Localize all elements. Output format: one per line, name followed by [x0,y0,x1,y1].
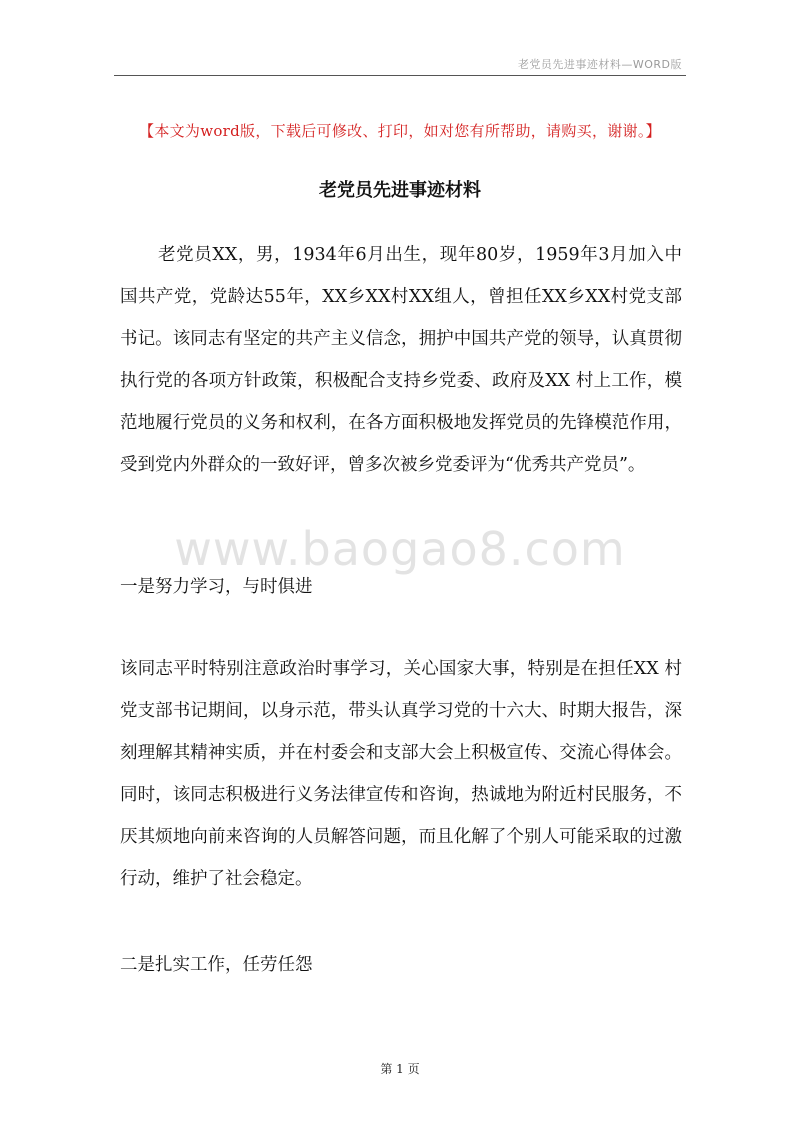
document-title: 老党员先进事迹材料 [319,180,481,201]
intro-paragraph: 老党员XX，男，1934年6月出生，现年80岁，1959年3月加入中国共产党，党龄达55年，XX乡XX村XX组人，曾担任XX乡XX村党支部书记。该同志有坚定的共产主义信念，拥护中国共产党的领导，认真贯彻执行党的各项方针政策，积极配合支持乡党委、政府及XX 村上工作，模范地履行党员的义务和权利，在各方面积极地发挥党员的先锋模范作用，受到党内外群众的一致好评，曾多次被乡党委评为“优秀共产党员”。 [120,245,682,475]
header-divider [114,75,686,76]
section-heading-study: 一是努力学习，与时俱进 [120,577,313,597]
study-paragraph: 该同志平时特别注意政治时事学习，关心国家大事，特别是在担任XX 村党支部书记期间，以身示范，带头认真学习党的十六大、时期大报告，深刻理解其精神实质，并在村委会和支部大会上积极宣传、交流心得体会。同时，该同志积极进行义务法律宣传和咨询，热诚地为附近村民服务，不厌其烦地向前来咨询的人员解答问题，而且化解了个别人可能采取的过激行动，维护了社会稳定。 [120,659,682,889]
document-header-label: 老党员先进事迹材料—WORD版 [517,58,682,71]
watermark-text: www.baogao8.com [174,522,626,576]
purchase-notice: 【本文为word版，下载后可修改、打印，如对您有所帮助，请购买，谢谢。】 [139,122,661,140]
section-heading-work: 二是扎实工作，任劳任怨 [120,955,313,975]
page-number: 第 1 页 [380,1062,420,1076]
